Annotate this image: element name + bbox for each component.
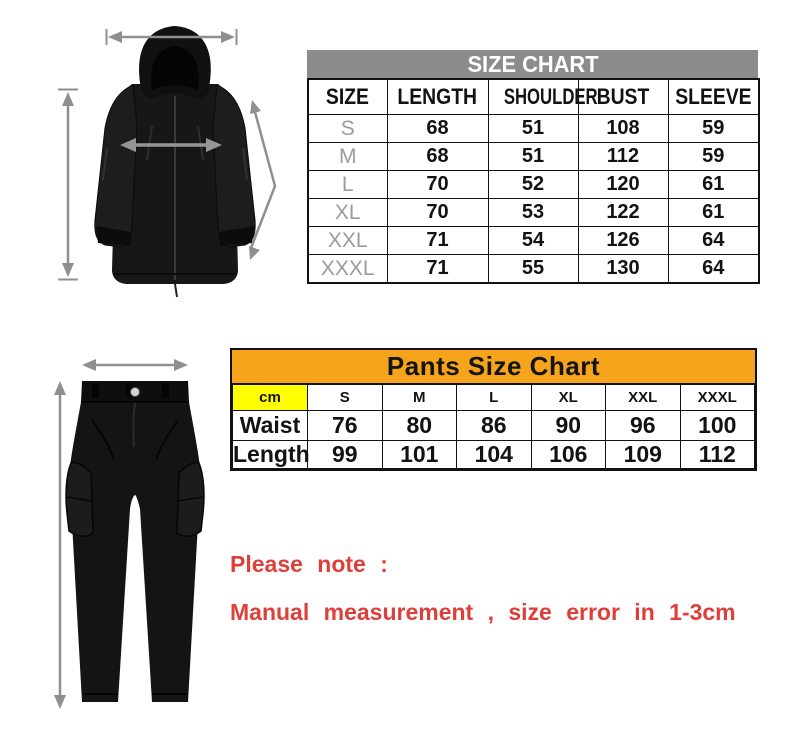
pants-length-arrow-icon [54, 381, 66, 709]
col-header-xxxl: XXXL [680, 385, 755, 411]
cell-waist: 80 [382, 411, 457, 441]
pants-illustration [66, 381, 204, 702]
cell-waist: 86 [457, 411, 532, 441]
cell-waist: 76 [308, 411, 383, 441]
col-header-l: L [457, 385, 532, 411]
cell-length: 68 [387, 115, 488, 143]
table-row [233, 411, 755, 441]
jacket-length-arrow-icon [58, 90, 78, 280]
table-row [308, 227, 759, 255]
cell-length: 112 [680, 441, 755, 469]
cell-length: 101 [382, 441, 457, 469]
cell-sleeve: 64 [668, 255, 759, 284]
cell-length: 70 [387, 171, 488, 199]
cell-length: 68 [387, 143, 488, 171]
table-row [308, 115, 759, 143]
table-row [233, 441, 755, 469]
cell-waist: 96 [606, 411, 681, 441]
note-body: Manual measurement , size error in 1-3cm [230, 599, 736, 625]
cell-shoulder: 52 [488, 171, 578, 199]
cell-sleeve: 59 [668, 115, 759, 143]
col-header-xxl: XXL [606, 385, 681, 411]
col-header-sleeve: SLEEVE [668, 79, 759, 115]
cell-length: 71 [387, 227, 488, 255]
cell-bust: 130 [578, 255, 668, 284]
pants-size-chart-title: Pants Size Chart [232, 350, 755, 384]
size-label: XXL [308, 227, 387, 255]
header-row [233, 385, 755, 411]
jacket-size-chart [307, 50, 758, 284]
cell-sleeve: 61 [668, 199, 759, 227]
size-label: S [308, 115, 387, 143]
cell-length: 70 [387, 199, 488, 227]
col-header-bust: BUST [578, 79, 668, 115]
col-header-length: LENGTH [387, 79, 488, 115]
table-row [308, 143, 759, 171]
cell-bust: 122 [578, 199, 668, 227]
cell-bust: 120 [578, 171, 668, 199]
cell-shoulder: 55 [488, 255, 578, 284]
waist-arrow-icon [82, 359, 188, 371]
table-row [308, 255, 759, 284]
cell-sleeve: 64 [668, 227, 759, 255]
cell-length: 109 [606, 441, 681, 469]
col-header-size: SIZE [308, 79, 387, 115]
jacket-size-chart-title: SIZE CHART [307, 50, 758, 78]
size-label: XXXL [308, 255, 387, 284]
cell-length: 71 [387, 255, 488, 284]
cell-waist: 100 [680, 411, 755, 441]
table-row [308, 199, 759, 227]
cell-length: 99 [308, 441, 383, 469]
unit-cell: cm [233, 385, 308, 411]
cell-bust: 126 [578, 227, 668, 255]
note-heading: Please note : [230, 551, 388, 577]
cell-shoulder: 51 [488, 143, 578, 171]
row-label-length: Length [233, 441, 310, 467]
pants-size-chart [230, 348, 757, 471]
cell-bust: 112 [578, 143, 668, 171]
col-header-s: S [308, 385, 383, 411]
pants-size-chart-table [232, 384, 755, 469]
col-header-shoulder: SHOULDER [488, 79, 578, 115]
jacket-illustration [95, 26, 255, 297]
cell-bust: 108 [578, 115, 668, 143]
size-label: L [308, 171, 387, 199]
jacket-size-chart-table [307, 78, 760, 284]
jacket-photo [40, 8, 325, 313]
header-row [308, 79, 759, 115]
col-header-xl: XL [531, 385, 606, 411]
size-label: M [308, 143, 387, 171]
cell-length: 106 [531, 441, 606, 469]
cell-shoulder: 54 [488, 227, 578, 255]
cell-length: 104 [457, 441, 532, 469]
cell-sleeve: 59 [668, 143, 759, 171]
table-row [308, 171, 759, 199]
col-header-m: M [382, 385, 457, 411]
cell-waist: 90 [531, 411, 606, 441]
size-label: XL [308, 199, 387, 227]
cell-shoulder: 53 [488, 199, 578, 227]
cell-shoulder: 51 [488, 115, 578, 143]
row-label-waist: Waist [233, 411, 308, 441]
cell-sleeve: 61 [668, 171, 759, 199]
